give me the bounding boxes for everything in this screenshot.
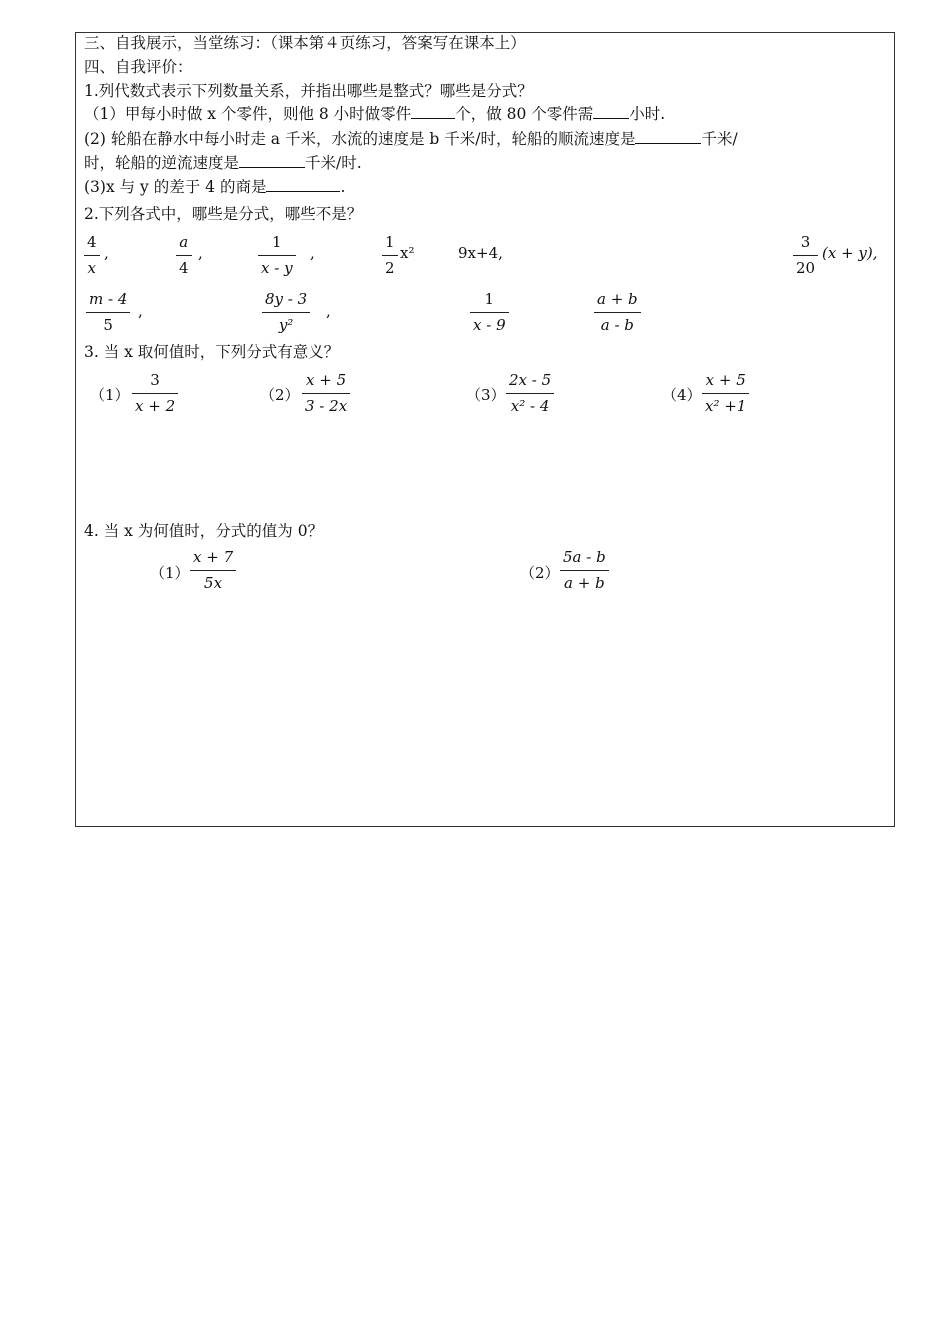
q2-expr-6-tail: (x + y), <box>822 244 878 262</box>
fraction-bar <box>86 312 130 313</box>
fraction-bar <box>382 255 398 256</box>
section-3-heading: 三、自我展示，当堂练习：（课本第４页练习，答案写在课本上） <box>84 34 526 52</box>
numerator: x + 7 <box>193 548 234 566</box>
denominator: a + b <box>564 574 605 592</box>
denominator: 3 - 2x <box>305 397 348 415</box>
denominator: x + 2 <box>135 397 176 415</box>
fraction-bar <box>176 255 192 256</box>
q3-item-4-label: （4） <box>662 386 702 404</box>
q2-expr-2 <box>176 233 192 278</box>
q1-part3 <box>84 176 345 198</box>
answer-blank[interactable] <box>239 153 305 168</box>
answer-blank[interactable] <box>411 104 455 119</box>
q2-expr-4-tail: x² <box>400 244 415 262</box>
fraction-bar <box>132 393 178 394</box>
q2-expr-6 <box>793 233 818 278</box>
denominator: 20 <box>796 259 816 277</box>
q1-part1-text-c: 小时. <box>629 105 666 123</box>
q2-expr-4 <box>382 233 398 278</box>
q2-expr-5: 9x+4, <box>458 244 503 262</box>
fraction-bar <box>190 570 236 571</box>
q4-item-1-fraction <box>190 548 236 593</box>
fraction-bar <box>702 393 749 394</box>
q2-expr-1 <box>84 233 100 278</box>
q3-title: 3. 当 x 取何值时，下列分式有意义？ <box>84 343 340 361</box>
answer-blank[interactable] <box>593 104 629 119</box>
q1-part1 <box>84 103 665 125</box>
fraction-bar <box>594 312 641 313</box>
numerator: 5a - b <box>563 548 606 566</box>
q3-item-3-fraction <box>506 371 554 416</box>
q2-expr-2-tail: , <box>198 244 203 262</box>
q2-expr-8-tail: , <box>326 302 331 320</box>
fraction-bar <box>84 255 100 256</box>
q1-part2-cont <box>84 152 362 174</box>
q2-expr-10 <box>594 290 641 335</box>
q4-item-1-label: （1） <box>150 564 190 582</box>
q1-part3-text-a: (3)x 与 y 的差于 4 的商是 <box>84 178 267 196</box>
q2-title: 2.下列各式中，哪些是分式，哪些不是？ <box>84 205 363 223</box>
q3-item-3-label: （3） <box>466 386 506 404</box>
answer-blank[interactable] <box>635 129 701 144</box>
q4-item-2-fraction <box>560 548 609 593</box>
numerator: 1 <box>272 233 282 251</box>
numerator: 3 <box>150 371 160 389</box>
denominator: x² +1 <box>705 397 747 415</box>
q1-title: 1.列代数式表示下列数量关系，并指出哪些是整式？哪些是分式？ <box>84 82 533 100</box>
denominator: 4 <box>179 259 189 277</box>
q2-expr-7-tail: , <box>138 302 143 320</box>
denominator: x - y <box>261 259 293 277</box>
q3-item-2-label: （2） <box>260 386 300 404</box>
fraction-bar <box>793 255 818 256</box>
denominator: x <box>87 259 96 277</box>
fraction-bar <box>258 255 296 256</box>
fraction-bar <box>506 393 554 394</box>
numerator: a + b <box>597 290 638 308</box>
numerator: 1 <box>484 290 495 308</box>
denominator: 5x <box>204 574 223 592</box>
numerator: x + 5 <box>306 371 347 389</box>
numerator: 2x - 5 <box>509 371 552 389</box>
q2-expr-9 <box>470 290 509 335</box>
numerator: x + 5 <box>705 371 746 389</box>
numerator: m - 4 <box>89 290 128 308</box>
q3-item-1-fraction <box>132 371 178 416</box>
q2-expr-3-tail: , <box>310 244 315 262</box>
q1-part1-text-b: 个，做 80 个零件需 <box>455 105 594 123</box>
denominator: 2 <box>385 259 395 277</box>
numerator: 4 <box>87 233 97 251</box>
q3-item-4-fraction <box>702 371 749 416</box>
fraction-bar <box>262 312 310 313</box>
q4-title: 4. 当 x 为何值时，分式的值为 0？ <box>84 522 324 540</box>
denominator: y² <box>278 316 294 334</box>
numerator: 8y - 3 <box>265 290 308 308</box>
fraction-bar <box>560 570 609 571</box>
section-4-heading: 四、自我评价： <box>84 58 193 76</box>
numerator: 1 <box>385 233 395 251</box>
fraction-bar <box>470 312 509 313</box>
answer-blank[interactable] <box>266 177 340 192</box>
q4-item-2-label: （2） <box>520 564 560 582</box>
q3-item-2-fraction <box>302 371 350 416</box>
denominator: x - 9 <box>473 316 506 334</box>
q1-part3-text-b: . <box>340 178 346 196</box>
q3-item-1-label: （1） <box>90 386 130 404</box>
denominator: a - b <box>600 316 634 334</box>
numerator: a <box>179 233 189 251</box>
q1-part2-text-b: 千米/ <box>701 130 738 148</box>
denominator: x² - 4 <box>510 397 550 415</box>
q2-expr-7 <box>86 290 130 335</box>
q1-part1-text-a: （1）甲每小时做 x 个零件，则他 8 小时做零件 <box>84 105 412 123</box>
q1-part2-text-c: 时，轮船的逆流速度是 <box>84 154 240 172</box>
q2-expr-1-tail: , <box>104 244 109 262</box>
q2-expr-3 <box>258 233 296 278</box>
fraction-bar <box>302 393 350 394</box>
denominator: 5 <box>103 316 113 334</box>
q1-part2-text-a: (2) 轮船在静水中每小时走 a 千米，水流的速度是 b 千米/时，轮船的顺流速度是 <box>84 130 636 148</box>
q1-part2-text-d: 千米/时. <box>305 154 362 172</box>
q1-part2 <box>84 128 738 150</box>
q2-expr-8 <box>262 290 310 335</box>
numerator: 3 <box>800 233 811 251</box>
